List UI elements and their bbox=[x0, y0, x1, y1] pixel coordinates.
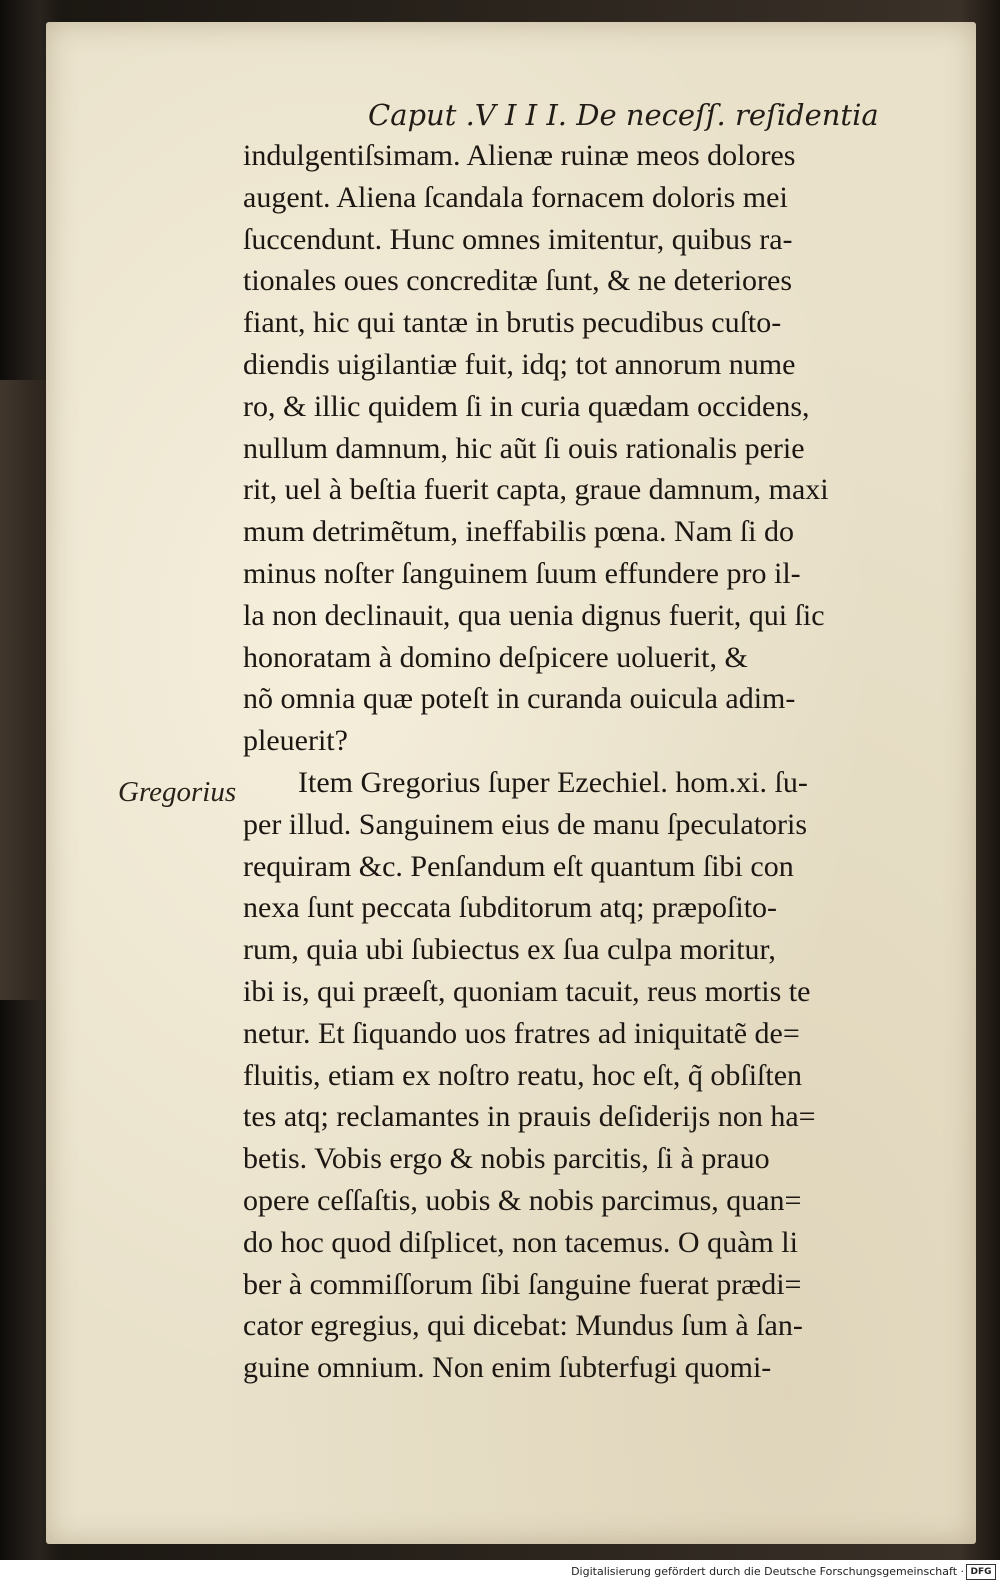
text-line: ibi is, qui præeſt, quoniam tacuit, reus mortis te bbox=[243, 974, 811, 1008]
text-line: diendis uigilantiæ fuit, idq; tot annorum nume bbox=[243, 347, 796, 381]
text-line: mum detrimẽtum, ineffabilis pœna. Nam ſi do bbox=[243, 515, 795, 549]
text-line: rit, uel à beſtia fuerit capta, graue damnum, maxi bbox=[243, 473, 829, 507]
text-line: minus noſter ſanguinem ſuum effundere pro il- bbox=[243, 556, 801, 590]
text-line: do hoc quod diſplicet, non tacemus. O quàm li bbox=[243, 1225, 798, 1259]
text-line: opere ceſſaſtis, uobis & nobis parcimus, quan= bbox=[243, 1183, 802, 1217]
text-line: betis. Vobis ergo & nobis parcitis, ſi à prauo bbox=[243, 1142, 770, 1176]
text-line: cator egregius, qui dicebat: Mundus ſum à ſan- bbox=[243, 1309, 803, 1343]
text-line: honoratam à domino deſpicere uoluerit, & bbox=[243, 640, 748, 674]
text-line: rum, quia ubi ſubiectus ex ſua culpa moritur, bbox=[243, 933, 776, 967]
marginal-note: Gregorius bbox=[118, 776, 237, 808]
footer-credit: Digitalisierung gefördert durch die Deutsche Forschungsgemeinschaft · bbox=[571, 1565, 964, 1578]
text-line: nõ omnia quæ poteſt in curanda ouicula adim- bbox=[243, 682, 796, 716]
text-line: tes atq; reclamantes in prauis deſiderijs non ha= bbox=[243, 1100, 816, 1134]
text-line: tionales oues concreditæ ſunt, & ne deteriores bbox=[243, 264, 793, 298]
text-line: indulgentiſsimam. Alienæ ruinæ meos dolores bbox=[243, 139, 796, 172]
text-line: pleuerit? bbox=[243, 724, 348, 758]
facing-page-edge bbox=[0, 380, 48, 1000]
text-line: requiram &c. Penſandum eſt quantum ſibi con bbox=[243, 849, 794, 883]
text-line: fluitis, etiam ex noſtro reatu, hoc eſt, q̃ obſiſten bbox=[243, 1058, 803, 1092]
text-line: nullum damnum, hic aũt ſi ouis rationalis perie bbox=[243, 431, 805, 465]
text-line: ſuccendunt. Hunc omnes imitentur, quibus ra- bbox=[243, 222, 793, 256]
text-line: Item Gregorius ſuper Ezechiel. hom.xi. ſu- bbox=[298, 765, 808, 799]
text-line: augent. Aliena ſcandala fornacem doloris mei bbox=[243, 180, 788, 214]
text-line: ber à commiſſorum ſibi ſanguine fuerat prædi= bbox=[243, 1267, 802, 1301]
text-line: netur. Et ſiquando uos fratres ad iniquitatẽ de= bbox=[243, 1016, 800, 1050]
text-line: nexa ſunt peccata ſubditorum atq; præpoſito- bbox=[243, 891, 778, 925]
body-text bbox=[243, 135, 933, 1389]
text-line: ro, & illic quidem ſi in curia quædam occidens, bbox=[243, 389, 810, 423]
dfg-logo: DFG bbox=[966, 1564, 996, 1580]
running-head: Caput .V I I I. De neceſſ. reſidentia bbox=[368, 98, 879, 132]
text-line: la non declinauit, qua uenia dignus fuerit, qui ſic bbox=[243, 598, 825, 632]
text-line: fiant, hic qui tantæ in brutis pecudibus cuſto- bbox=[243, 306, 782, 340]
text-line: per illud. Sanguinem eius de manu ſpeculatoris bbox=[243, 807, 808, 841]
text-line: guine omnium. Non enim ſubterfugi quomi- bbox=[243, 1351, 772, 1385]
